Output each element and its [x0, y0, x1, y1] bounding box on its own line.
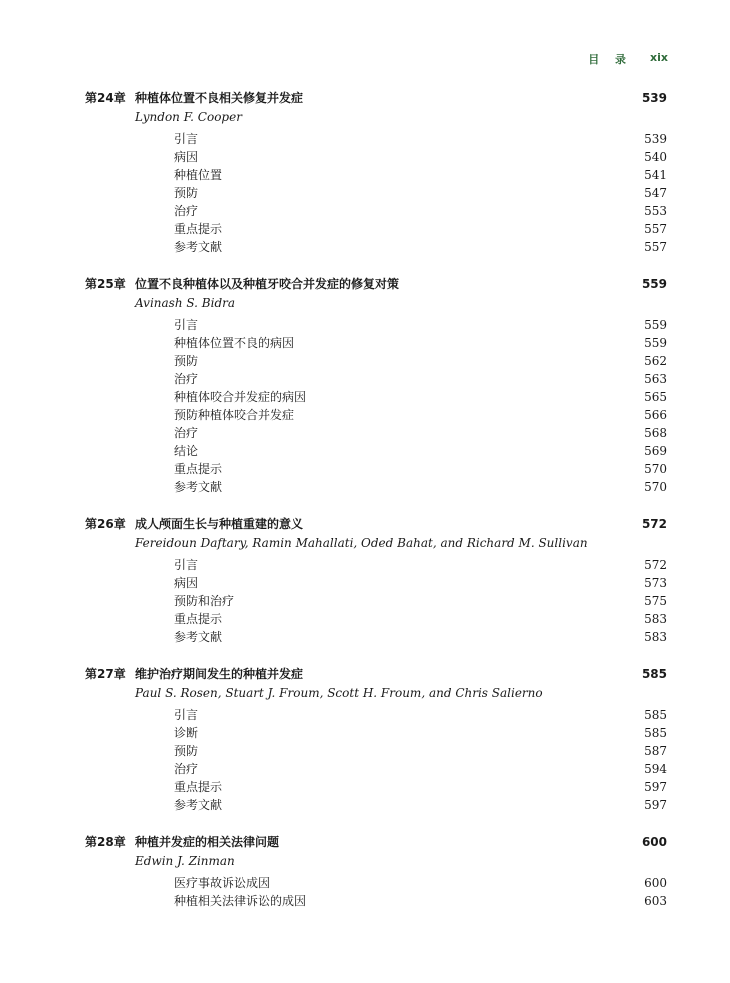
entry-label: 预防种植体咬合并发症	[174, 408, 295, 422]
entry-label: 重点提示	[174, 612, 223, 626]
chapter-block	[85, 515, 667, 646]
chapter-number: 第24章	[85, 91, 126, 105]
toc-entry	[174, 874, 667, 892]
chapter-number: 第25章	[85, 277, 126, 291]
chapter-heading	[85, 665, 667, 684]
entry-label: 引言	[174, 558, 199, 572]
chapter-block	[85, 665, 667, 814]
chapter-authors: Lyndon F. Cooper	[135, 110, 242, 124]
entry-page: 570	[644, 462, 667, 476]
chapter-block	[85, 89, 667, 256]
entry-label: 病因	[174, 150, 199, 164]
entry-page: 540	[644, 150, 667, 164]
entry-page: 547	[644, 186, 667, 200]
entry-page: 597	[644, 780, 667, 794]
toc-entry	[174, 406, 667, 424]
toc-entry	[174, 760, 667, 778]
toc-entry	[174, 316, 667, 334]
chapter-title: 种植并发症的相关法律问题	[135, 835, 280, 849]
entry-page: 559	[644, 336, 667, 350]
toc-entry	[174, 724, 667, 742]
entry-label: 重点提示	[174, 462, 223, 476]
chapter-block	[85, 275, 667, 496]
entry-label: 治疗	[174, 426, 199, 440]
entry-label: 种植体位置不良的病因	[174, 336, 295, 350]
chapter-heading	[85, 275, 667, 294]
toc-entry	[174, 370, 667, 388]
entry-page: 557	[644, 222, 667, 236]
entry-page: 597	[644, 798, 667, 812]
toc-entry	[174, 220, 667, 238]
entry-label: 治疗	[174, 762, 199, 776]
entry-label: 重点提示	[174, 222, 223, 236]
entry-label: 种植位置	[174, 168, 223, 182]
entry-label: 引言	[174, 318, 199, 332]
entry-label: 参考文献	[174, 630, 223, 644]
entry-page: 553	[644, 204, 667, 218]
toc-entry	[174, 334, 667, 352]
entry-page: 557	[644, 240, 667, 254]
chapter-title: 位置不良种植体以及种植牙咬合并发症的修复对策	[135, 277, 400, 291]
entry-page: 568	[644, 426, 667, 440]
entry-page: 559	[644, 318, 667, 332]
toc-entry	[174, 706, 667, 724]
toc-entry	[174, 424, 667, 442]
chapter-heading	[85, 515, 667, 534]
chapter-authors: Avinash S. Bidra	[135, 296, 236, 310]
toc-entry	[174, 148, 667, 166]
entry-page: 573	[644, 576, 667, 590]
entry-label: 医疗事故诉讼成因	[174, 876, 271, 890]
entry-page: 570	[644, 480, 667, 494]
toc-entry	[174, 610, 667, 628]
chapter-title: 种植体位置不良相关修复并发症	[135, 91, 304, 105]
entry-page: 541	[644, 168, 667, 182]
toc-entry	[174, 742, 667, 760]
entry-page: 594	[644, 762, 667, 776]
entry-page: 603	[644, 894, 667, 908]
section-title: 目 录	[588, 53, 633, 66]
entry-label: 预防	[174, 186, 199, 200]
entry-page: 569	[644, 444, 667, 458]
chapter-heading	[85, 833, 667, 852]
entry-label: 引言	[174, 132, 199, 146]
entry-page: 585	[644, 726, 667, 740]
entry-label: 引言	[174, 708, 199, 722]
entry-page: 600	[644, 876, 667, 890]
toc-entry	[174, 574, 667, 592]
toc-entry	[174, 238, 667, 256]
entry-page: 566	[644, 408, 667, 422]
entry-page: 585	[644, 708, 667, 722]
toc-entry	[174, 778, 667, 796]
page-number: xix	[650, 51, 668, 64]
entry-label: 诊断	[174, 726, 199, 740]
toc-entry	[174, 478, 667, 496]
toc-entry	[174, 130, 667, 148]
entry-label: 治疗	[174, 372, 199, 386]
toc-entry	[174, 796, 667, 814]
chapter-number: 第26章	[85, 517, 126, 531]
chapter-page: 559	[641, 277, 667, 291]
toc-entry	[174, 352, 667, 370]
chapter-title: 成人颅面生长与种植重建的意义	[135, 517, 304, 531]
toc-entry	[174, 460, 667, 478]
running-head	[588, 51, 668, 67]
table-of-contents	[85, 89, 667, 929]
entry-page: 583	[644, 612, 667, 626]
entry-page: 539	[644, 132, 667, 146]
entry-label: 治疗	[174, 204, 199, 218]
entry-label: 参考文献	[174, 480, 223, 494]
entry-label: 结论	[174, 444, 199, 458]
entry-page: 562	[644, 354, 667, 368]
entry-label: 种植体咬合并发症的病因	[174, 390, 307, 404]
chapter-authors: Fereidoun Daftary, Ramin Mahallati, Oded Bahat, and Richard M. Sullivan	[135, 536, 588, 550]
entry-label: 参考文献	[174, 798, 223, 812]
toc-entry	[174, 592, 667, 610]
chapter-number: 第27章	[85, 667, 126, 681]
entry-label: 预防	[174, 354, 199, 368]
entry-page: 565	[644, 390, 667, 404]
entry-page: 583	[644, 630, 667, 644]
toc-entry	[174, 628, 667, 646]
chapter-authors: Edwin J. Zinman	[135, 854, 235, 868]
chapter-number: 第28章	[85, 835, 126, 849]
entry-label: 种植相关法律诉讼的成因	[174, 894, 307, 908]
toc-entry	[174, 184, 667, 202]
entry-page: 572	[644, 558, 667, 572]
chapter-authors: Paul S. Rosen, Stuart J. Froum, Scott H. Froum, and Chris Salierno	[135, 686, 543, 700]
toc-entry	[174, 442, 667, 460]
entry-label: 预防	[174, 744, 199, 758]
chapter-page: 572	[641, 517, 667, 531]
toc-entry	[174, 166, 667, 184]
chapter-heading	[85, 89, 667, 108]
toc-entry	[174, 388, 667, 406]
toc-entry	[174, 202, 667, 220]
entry-label: 预防和治疗	[174, 594, 235, 608]
chapter-page: 600	[641, 835, 667, 849]
chapter-page: 539	[641, 91, 667, 105]
entry-page: 575	[644, 594, 667, 608]
chapter-title: 维护治疗期间发生的种植并发症	[135, 667, 304, 681]
toc-entry	[174, 892, 667, 910]
entry-label: 重点提示	[174, 780, 223, 794]
entry-page: 563	[644, 372, 667, 386]
entry-label: 病因	[174, 576, 199, 590]
toc-entry	[174, 556, 667, 574]
chapter-block	[85, 833, 667, 910]
entry-label: 参考文献	[174, 240, 223, 254]
chapter-page: 585	[641, 667, 667, 681]
entry-page: 587	[644, 744, 667, 758]
